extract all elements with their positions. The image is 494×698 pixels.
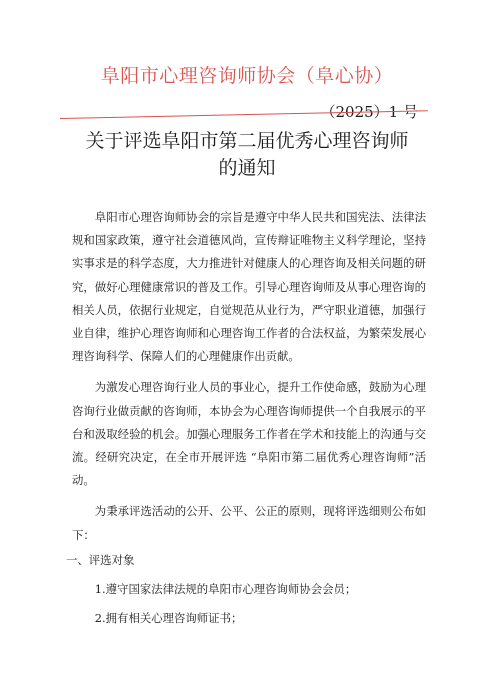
notice-body	[66, 206, 426, 630]
org-header: 阜阳市心理咨询师协会（阜心协）	[100, 65, 394, 87]
notice-title-line-1: 关于评选阜阳市第二届优秀心理咨询师	[85, 130, 409, 152]
notice-title-line-2: 的通知	[218, 157, 276, 179]
list-item: 1.遵守国家法律法规的阜阳市心理咨询师协会会员；	[94, 582, 357, 597]
body-paragraph-3: 为秉承评选活动的公开、公平、公正的原则，现将评选细则公布如下：	[72, 504, 426, 542]
list-item: 2.拥有相关心理咨询师证书；	[94, 611, 243, 626]
body-paragraph-2: 为激发心理咨询行业人员的事业心，提升工作使命感，鼓励为心理咨询行业做贡献的咨询师，本协会为心理咨询师提供一个自我展示的平台和汲取经验的机会。加强心理服务工作者在学术和技能上的沟通与交流。经研究决定，在全市开展评选 “阜阳市第二届优秀心理咨询师”活动。	[72, 380, 426, 488]
notice-title	[60, 128, 434, 182]
body-paragraph-1: 阜阳市心理咨询师协会的宗旨是遵守中华人民共和国宪法、法律法规和国家政策，遵守社会道德风尚，宣传辩证唯物主义科学理论，坚持实事求是的科学态度，大力推进针对健康人的心理咨询及相关问题的研究，做好心理健康常识的普及工作。引导心理咨询师及从事心理咨询的相关人员，依据行业规定，自觉规范从业行为，严守职业道德，加强行业自律，维护心理咨询师和心理咨询工作者的合法权益，为繁荣发展心理咨询科学、保障人们的心理健康作出贡献。	[72, 210, 426, 364]
section-heading-1: 一、评选对象	[66, 552, 135, 567]
document-number: （2025）1 号	[320, 103, 418, 121]
